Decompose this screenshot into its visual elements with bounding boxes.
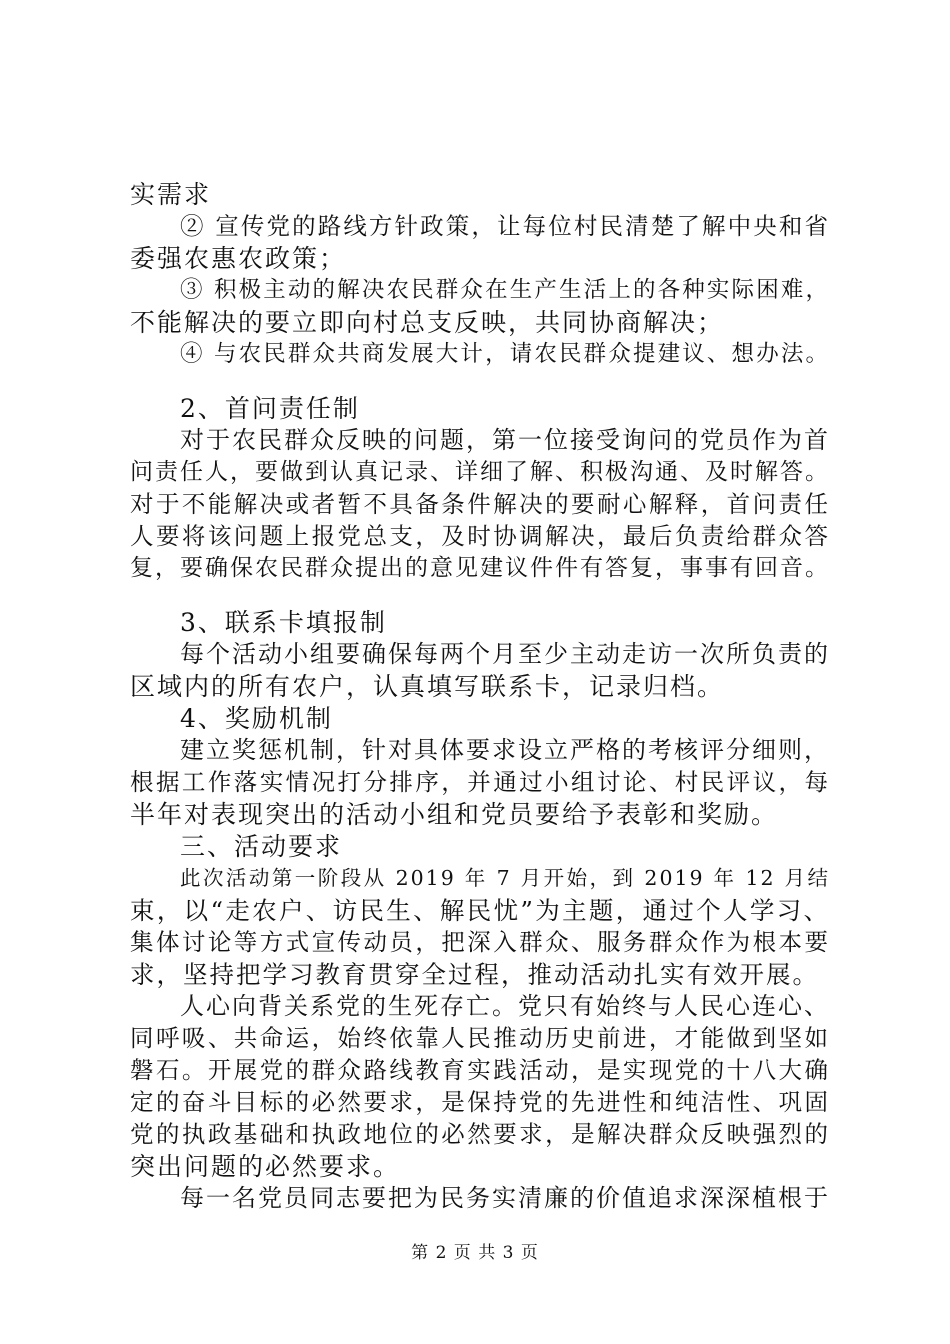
- text-line: ② 宣传党的路线方针政策，让每位村民清楚了解中央和省: [180, 212, 830, 240]
- text-line: 突出问题的必然要求。: [130, 1152, 401, 1181]
- text-line: 每个活动小组要确保每两个月至少主动走访一次所负责的: [180, 640, 830, 668]
- text-line: 此次活动第一阶段从 2019 年 7 月开始，到 2019 年 12 月结: [180, 866, 830, 890]
- text-line: 半年对表现突出的活动小组和党员要给予表彰和奖励。: [130, 800, 779, 829]
- text-line: 束，以“走农户、访民生、解民忧”为主题，通过个人学习、: [130, 896, 830, 925]
- section-heading: 三、活动要求: [180, 832, 343, 861]
- text-line: 建立奖惩机制，针对具体要求设立严格的考核评分细则，: [180, 736, 830, 764]
- text-line: 复，要确保农民群众提出的意见建议件件有答复，事事有回音。: [130, 555, 830, 581]
- text-line: ④ 与农民群众共商发展大计，请农民群众提建议、想办法。: [180, 341, 830, 367]
- text-line: 实需求: [130, 180, 212, 209]
- section-heading: 2、首问责任制: [180, 394, 360, 423]
- text-line: 磐石。开展党的群众路线教育实践活动，是实现党的十八大确: [130, 1056, 830, 1084]
- text-line: 人心向背关系党的生死存亡。党只有始终与人民心连心、: [180, 992, 830, 1020]
- text-line: 区域内的所有农户，认真填写联系卡，记录归档。: [130, 672, 725, 701]
- section-heading: 3、联系卡填报制: [180, 608, 387, 637]
- text-line: ③ 积极主动的解决农民群众在生产生活上的各种实际困难，: [180, 277, 830, 303]
- text-line: 对于不能解决或者暂不具备条件解决的要耐心解释，首问责任: [130, 490, 830, 518]
- text-line: 委强农惠农政策；: [130, 244, 347, 273]
- text-line: 不能解决的要立即向村总支反映，共同协商解决；: [130, 308, 725, 337]
- text-line: 人要将该问题上报党总支，及时协调解决，最后负责给群众答: [130, 522, 830, 550]
- text-line: 根据工作落实情况打分排序，并通过小组讨论、村民评议，每: [130, 768, 830, 796]
- text-line: 每一名党员同志要把为民务实清廉的价值追求深深植根于: [180, 1184, 830, 1212]
- text-line: 集体讨论等方式宣传动员，把深入群众、服务群众作为根本要: [130, 928, 830, 956]
- text-line: 对于农民群众反映的问题，第一位接受询问的党员作为首: [180, 426, 830, 454]
- text-line: 问责任人，要做到认真记录、详细了解、积极沟通、及时解答。: [130, 459, 830, 485]
- text-line: 党的执政基础和执政地位的必然要求，是解决群众反映强烈的: [130, 1120, 830, 1148]
- text-line: 同呼吸、共命运，始终依靠人民推动历史前进，才能做到坚如: [130, 1024, 830, 1052]
- page-number-footer: 第 2 页 共 3 页: [411, 1243, 539, 1263]
- text-line: 定的奋斗目标的必然要求，是保持党的先进性和纯洁性、巩固: [130, 1088, 830, 1116]
- section-heading: 4、奖励机制: [180, 704, 333, 733]
- text-line: 求，坚持把学习教育贯穿全过程，推动活动扎实有效开展。: [130, 960, 819, 989]
